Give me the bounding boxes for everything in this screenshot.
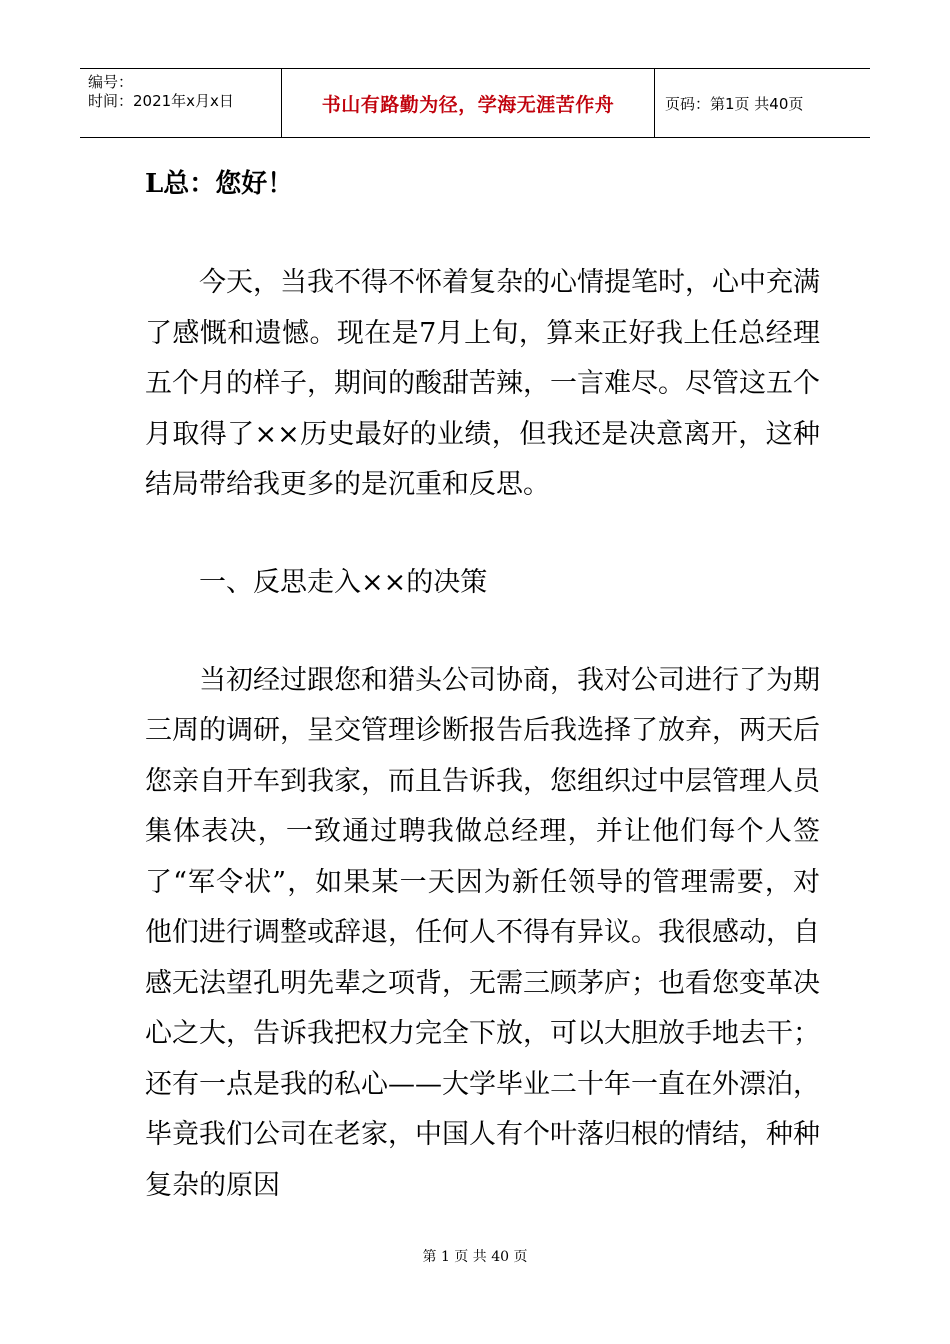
header-motto-cell [282,69,655,137]
paragraph-intro: 今天，当我不得不怀着复杂的心情提笔时，心中充满了感慨和遗憾。现在是7月上旬，算来正好我上任总经理五个月的样子，期间的酸甜苦辣，一言难尽。尽管这五个月取得了××历史最好的业绩，但我还是决意离开，这种结局带给我更多的是沉重和反思。 [145,267,820,500]
section-heading: 一、反思走入××的决策 [199,566,488,598]
time-label: 时间：2021年x月x日 [88,92,234,110]
letter-body [145,160,820,1211]
paragraph-decision: 当初经过跟您和猎头公司协商，我对公司进行了为期三周的调研，呈交管理诊断报告后我选择了放弃，两天后您亲自开车到我家，而且告诉我，您组织过中层管理人员集体表决，一致通过聘我做总经理，并让他们每个人签了“军令状”，如果某一天因为新任领导的管理需要，对他们进行调整或辞退，任何人不得有异议。我很感动，自感无法望孔明先辈之项背，无需三顾茅庐；也看您变革决心之大，告诉我把权力完全下放，可以大胆放手地去干；还有一点是我的私心——大学毕业二十年一直在外漂泊，毕竟我们公司在老家，中国人有个叶落归根的情结，种种复杂的原因 [145,664,820,1201]
spacer [145,511,820,558]
header-meta-cell [80,69,282,137]
letter-greeting: L总：您好！ [145,169,294,199]
spacer [145,608,820,656]
page-footer: 第 1 页 共 40 页 [422,1249,528,1265]
page-info: 页码：第1页 共40页 [665,94,804,113]
document-header [80,68,870,138]
number-label: 编号： [88,73,134,91]
spacer [145,208,820,258]
header-page-cell [655,69,870,137]
motto-text: 书山有路勤为径，学海无涯苦作舟 [321,93,615,116]
